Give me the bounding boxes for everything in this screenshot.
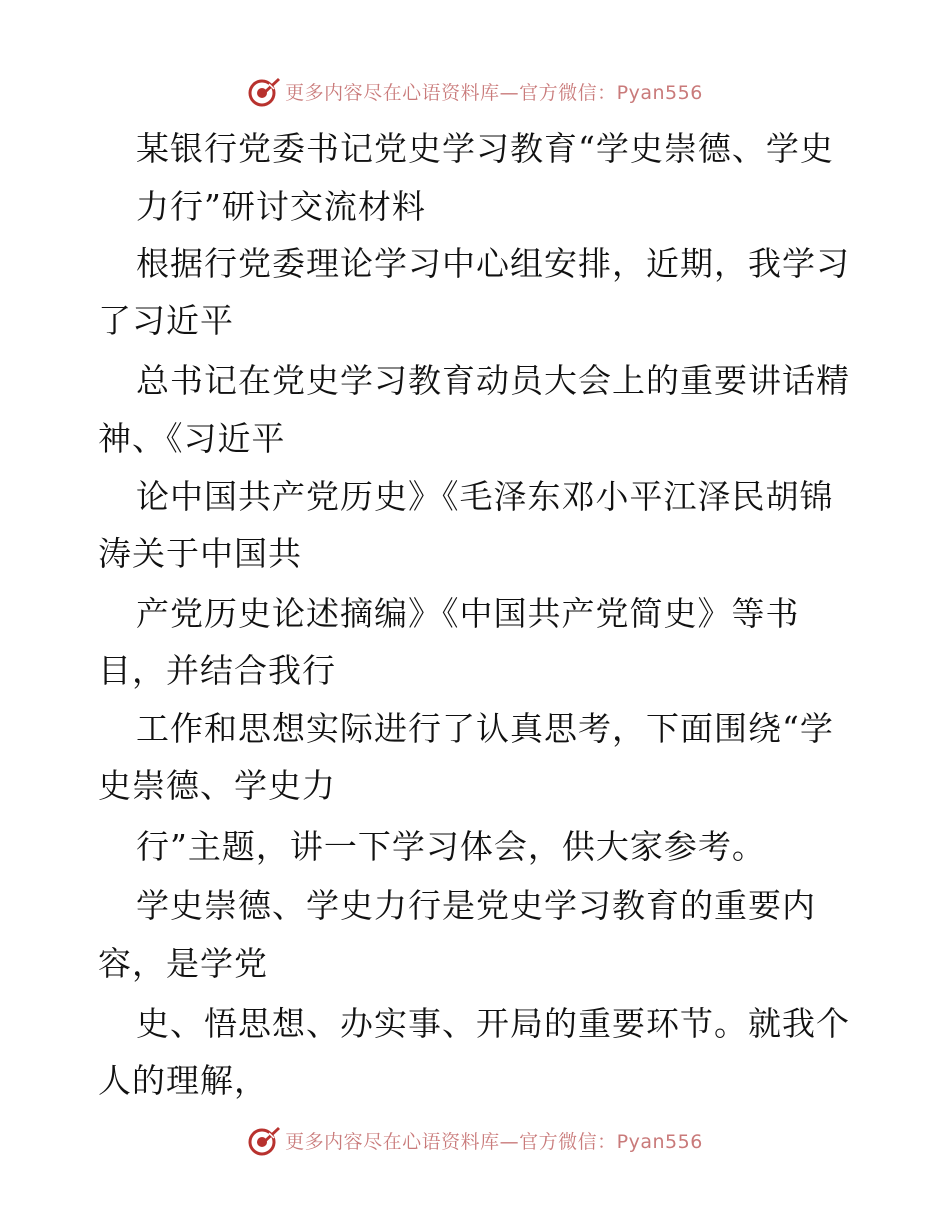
text-line: 人的理解， <box>98 1061 268 1100</box>
banner-text: 更多内容尽在心语资料库—官方微信：Pyan556 <box>285 81 703 104</box>
text-line: 总书记在党史学习教育动员大会上的重要讲话精 <box>136 361 850 400</box>
text-line: 史、悟思想、办实事、开局的重要环节。就我个 <box>136 1004 850 1043</box>
text-line: 论中国共产党历史》《毛泽东邓小平江泽民胡锦 <box>136 477 834 516</box>
pen-logo-icon <box>247 74 281 108</box>
header-banner <box>0 71 950 111</box>
footer-banner <box>0 1120 950 1160</box>
pen-logo-icon <box>247 1123 281 1157</box>
text-line: 学史崇德、学史力行是党史学习教育的重要内 <box>136 886 816 925</box>
text-line: 力行”研讨交流材料 <box>136 187 426 226</box>
text-line: 某银行党委书记党史学习教育“学史崇德、学史 <box>136 129 834 168</box>
text-line: 容，是学党 <box>98 944 268 983</box>
text-line: 史崇德、学史力 <box>98 766 336 805</box>
text-line: 工作和思想实际进行了认真思考，下面围绕“学 <box>136 709 834 748</box>
text-line: 行”主题，讲一下学习体会，供大家参考。 <box>136 827 766 866</box>
text-line: 了习近平 <box>98 301 234 340</box>
text-line: 涛关于中国共 <box>98 534 302 573</box>
text-line: 产党历史论述摘编》《中国共产党简史》等书 <box>136 594 800 633</box>
text-line: 神、《习近平 <box>98 419 286 458</box>
banner-text: 更多内容尽在心语资料库—官方微信：Pyan556 <box>285 1130 703 1153</box>
text-line: 目，并结合我行 <box>98 651 336 690</box>
text-line: 根据行党委理论学习中心组安排，近期，我学习 <box>136 244 850 283</box>
